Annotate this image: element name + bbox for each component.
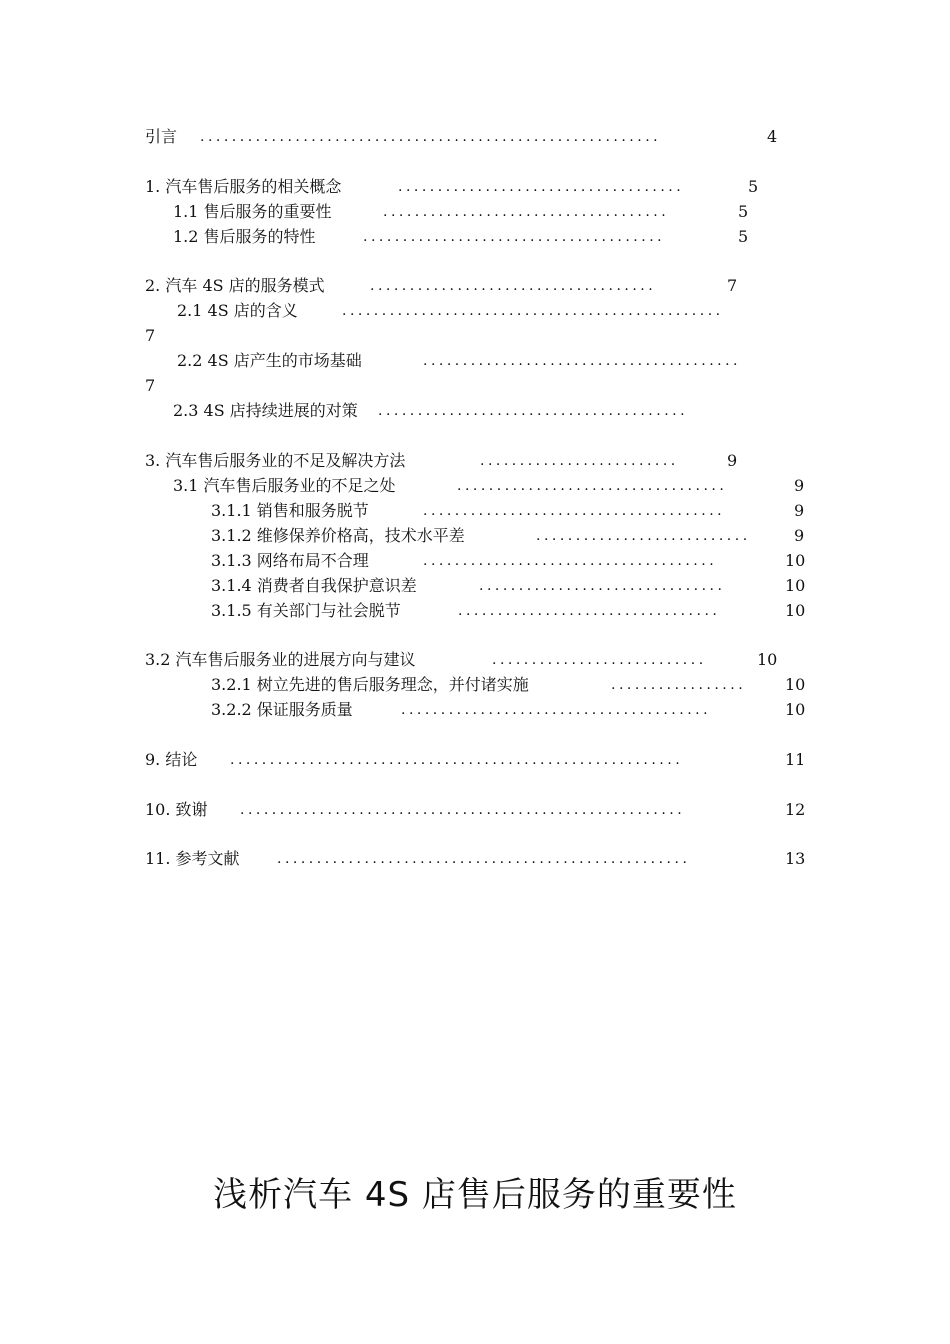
toc-entry-page: 4	[767, 127, 778, 146]
toc-entry-label: 引言	[145, 127, 178, 146]
toc-leader-dots: ....................................	[383, 204, 670, 220]
toc-entry-acknowledgements[interactable]	[145, 798, 810, 822]
toc-leader-dots: .........................................................	[230, 752, 684, 768]
toc-entry-label: 3.1.3 网络布局不合理	[211, 551, 369, 570]
toc-leader-dots: ......................................	[423, 503, 726, 519]
toc-entry-2-2[interactable]	[177, 349, 807, 373]
toc-entry-3-2[interactable]	[145, 648, 785, 672]
toc-entry-3-1-1[interactable]	[211, 499, 811, 523]
toc-entry-label: 2.2 4S 店产生的市场基础	[177, 351, 362, 370]
toc-entry-page: 13	[785, 849, 806, 868]
toc-entry-label: 3. 汽车售后服务业的不足及解决方法	[145, 451, 406, 470]
toc-entry-3-1-2[interactable]	[211, 524, 811, 548]
toc-entry-label: 1. 汽车售后服务的相关概念	[145, 177, 342, 196]
toc-entry-chapter-3[interactable]	[145, 449, 765, 473]
toc-entry-page: 5	[738, 202, 749, 221]
toc-entry-page: 9	[794, 476, 805, 495]
toc-entry-page: 7	[727, 276, 738, 295]
toc-entry-page: 10	[785, 700, 806, 719]
toc-entry-label: 2. 汽车 4S 店的服务模式	[145, 276, 325, 295]
toc-entry-label: 10. 致谢	[145, 800, 208, 819]
toc-entry-label: 9. 结论	[145, 750, 198, 769]
toc-entry-3-1[interactable]	[173, 474, 813, 498]
toc-leader-dots: .................................	[458, 603, 721, 619]
toc-entry-label: 2.1 4S 店的含义	[177, 301, 298, 320]
toc-leader-dots: ...........................	[536, 528, 751, 544]
toc-entry-page: 12	[785, 800, 806, 819]
toc-entry-label: 3.1 汽车售后服务业的不足之处	[173, 476, 396, 495]
toc-entry-page: 5	[748, 177, 759, 196]
toc-entry-3-1-5[interactable]	[211, 599, 811, 623]
toc-entry-3-1-4[interactable]	[211, 574, 811, 598]
toc-entry-page: 10	[785, 551, 806, 570]
toc-entry-page: 10	[785, 576, 806, 595]
toc-entry-references[interactable]	[145, 847, 810, 871]
toc-entry-label: 3.2 汽车售后服务业的进展方向与建议	[145, 650, 416, 669]
toc-entry-chapter-2[interactable]	[145, 274, 745, 298]
toc-entry-page: 10	[757, 650, 778, 669]
toc-leader-dots: ..........................................................	[200, 129, 662, 145]
toc-entry-1-1[interactable]	[173, 200, 773, 224]
toc-leader-dots: .......................................	[378, 403, 689, 419]
toc-entry-label: 2.3 4S 店持续进展的对策	[173, 401, 358, 420]
toc-leader-dots: ................................................	[342, 303, 724, 319]
toc-entry-page: 11	[785, 750, 806, 769]
toc-entry-label: 1.2 售后服务的特性	[173, 227, 316, 246]
toc-entry-page: 10	[785, 675, 806, 694]
toc-leader-dots: .....................................	[423, 553, 718, 569]
toc-entry-page: 9	[794, 526, 805, 545]
toc-leader-dots: ....................................	[398, 179, 685, 195]
toc-entry-label: 3.1.4 消费者自我保护意识差	[211, 576, 417, 595]
toc-entry-2-1[interactable]	[177, 299, 807, 323]
toc-entry-3-2-2[interactable]	[211, 698, 811, 722]
toc-leader-dots: ........................................	[423, 353, 742, 369]
toc-leader-dots: ...........................	[492, 652, 707, 668]
toc-entry-label: 3.1.5 有关部门与社会脱节	[211, 601, 401, 620]
document-title: 浅析汽车 4S 店售后服务的重要性	[213, 1175, 737, 1215]
toc-entry-introduction[interactable]	[145, 125, 785, 149]
toc-entry-label: 1.1 售后服务的重要性	[173, 202, 332, 221]
toc-leader-dots: .........................	[480, 453, 679, 469]
toc-leader-dots: ......................................	[363, 229, 666, 245]
toc-leader-dots: ........................................................	[240, 802, 686, 818]
toc-leader-dots: .......................................	[401, 702, 712, 718]
toc-entry-3-1-3[interactable]	[211, 549, 811, 573]
toc-entry-conclusion[interactable]	[145, 748, 810, 772]
toc-leader-dots: ...............................	[479, 578, 726, 594]
toc-entry-label: 11. 参考文献	[145, 849, 240, 868]
toc-entry-page: 5	[738, 227, 749, 246]
toc-leader-dots: ....................................................	[277, 851, 691, 867]
toc-entry-label: 3.2.1 树立先进的售后服务理念，并付诸实施	[211, 675, 529, 694]
toc-leader-dots: ..................................	[457, 478, 728, 494]
toc-entry-1-2[interactable]	[173, 225, 773, 249]
toc-entry-chapter-1[interactable]	[145, 175, 785, 199]
toc-entry-page: 9	[727, 451, 738, 470]
toc-entry-page: 7	[145, 326, 156, 345]
toc-entry-3-2-1[interactable]	[211, 673, 811, 697]
toc-leader-dots: ....................................	[370, 278, 657, 294]
toc-entry-label: 3.2.2 保证服务质量	[211, 700, 353, 719]
toc-entry-page: 7	[145, 376, 156, 395]
toc-leader-dots: .................	[611, 677, 747, 693]
toc-entry-page: 10	[785, 601, 806, 620]
toc-entry-page: 9	[794, 501, 805, 520]
toc-entry-label: 3.1.2 维修保养价格高，技术水平差	[211, 526, 465, 545]
toc-entry-2-3[interactable]	[173, 399, 793, 423]
toc-entry-label: 3.1.1 销售和服务脱节	[211, 501, 369, 520]
